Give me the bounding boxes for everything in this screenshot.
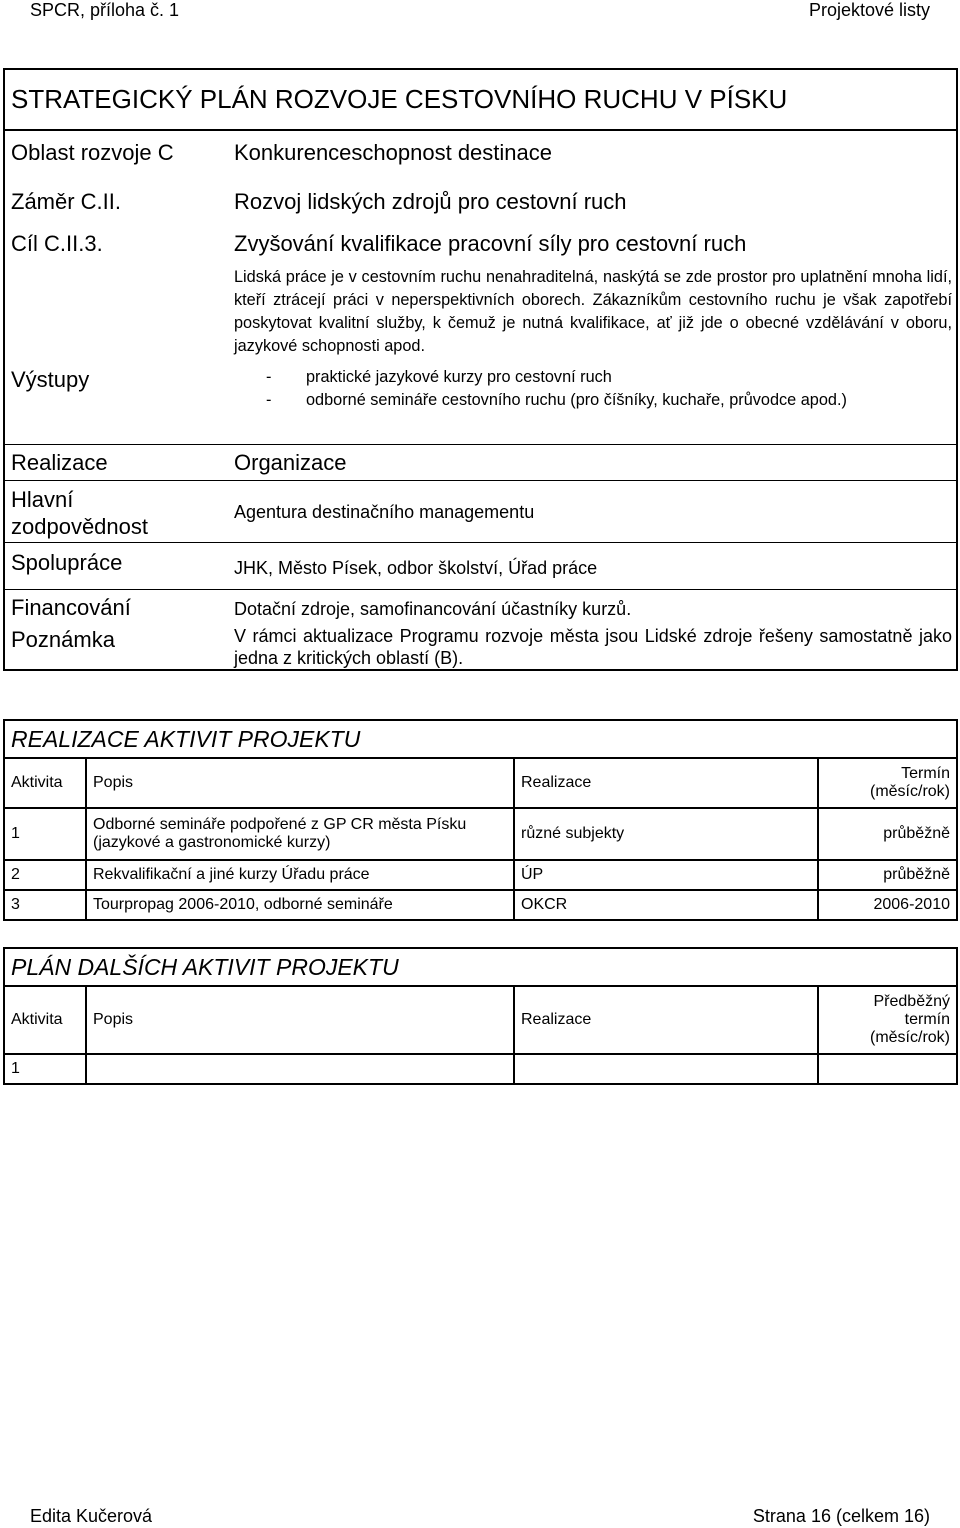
row-num: 3 bbox=[4, 890, 86, 920]
col-realizace: Realizace bbox=[514, 986, 818, 1054]
page-header bbox=[0, 0, 960, 24]
spoluprace-value: JHK, Město Písek, odbor školství, Úřad práce bbox=[234, 558, 598, 578]
cil-value: Zvyšování kvalifikace pracovní síly pro cestovní ruch bbox=[234, 231, 747, 256]
vystupy-label: Výstupy bbox=[11, 367, 90, 392]
spoluprace-label: Spolupráce bbox=[11, 550, 123, 575]
header-right: Projektové listy bbox=[808, 0, 930, 20]
row-popis: Odborné semináře podpořené z GP CR města Písku (jazykové a gastronomické kurzy) bbox=[86, 808, 514, 860]
realizace-table bbox=[3, 719, 958, 921]
row-termin: průběžně bbox=[818, 808, 957, 860]
oblast-label: Oblast rozvoje C bbox=[11, 140, 174, 165]
row-realizace: OKCR bbox=[514, 890, 818, 920]
hlavni-label bbox=[11, 486, 148, 540]
plan-table bbox=[3, 947, 958, 1085]
poznamka-label: Poznámka bbox=[11, 627, 115, 652]
zamer-label: Záměr C.II. bbox=[11, 189, 122, 214]
footer-right: Strana 16 (celkem 16) bbox=[752, 1506, 930, 1526]
table-row bbox=[4, 808, 957, 860]
col-popis: Popis bbox=[86, 986, 514, 1054]
organizace-label: Organizace bbox=[234, 450, 347, 475]
col-termin bbox=[818, 758, 957, 808]
title-separator bbox=[5, 129, 956, 131]
vystupy-item: - praktické jazykové kurzy pro cestovní ruch bbox=[234, 366, 952, 389]
col-termin-line1: Termín bbox=[901, 765, 950, 782]
row-divider bbox=[5, 542, 956, 543]
row-realizace: různé subjekty bbox=[514, 808, 818, 860]
row-termin: průběžně bbox=[818, 860, 957, 890]
cil-label: Cíl C.II.3. bbox=[11, 231, 103, 256]
financovani-label: Financování bbox=[11, 595, 131, 620]
strategic-plan-box bbox=[3, 68, 958, 671]
hlavni-value: Agentura destinačního managementu bbox=[234, 502, 535, 522]
row-num: 2 bbox=[4, 860, 86, 890]
plan-caption: PLÁN DALŠÍCH AKTIVIT PROJEKTU bbox=[4, 948, 957, 986]
table-row bbox=[4, 890, 957, 920]
vystupy-list bbox=[234, 366, 952, 412]
col-realizace: Realizace bbox=[514, 758, 818, 808]
table-row bbox=[4, 860, 957, 890]
cil-description: Lidská práce je v cestovním ruchu nenahraditelná, naskýtá se zde prostor pro uplatnění mnoha lidí, kteří ztrácejí práci v neperspektivních oborech. Zákazníkům cestovního ruchu je však zapotřebí poskytovat kvalitní služby, k čemuž je nutná kvalifikace, ať již jde o obecné vzdělávání v oboru, jazykové schopnosti apod. bbox=[234, 268, 952, 355]
row-realizace: ÚP bbox=[514, 860, 818, 890]
hlavni-label-line1: Hlavní bbox=[11, 487, 74, 512]
realizace-label: Realizace bbox=[11, 450, 108, 475]
row-popis: Tourpropag 2006-2010, odborné semináře bbox=[86, 890, 514, 920]
row-num: 1 bbox=[4, 1054, 86, 1084]
col-aktivita: Aktivita bbox=[4, 986, 86, 1054]
footer-left: Edita Kučerová bbox=[30, 1506, 153, 1526]
row-termin: 2006-2010 bbox=[818, 890, 957, 920]
row-divider bbox=[5, 480, 956, 481]
financovani-value: Dotační zdroje, samofinancování účastníky kurzů. bbox=[234, 599, 632, 619]
col-aktivita: Aktivita bbox=[4, 758, 86, 808]
zamer-value: Rozvoj lidských zdrojů pro cestovní ruch bbox=[234, 189, 627, 214]
col-termin-line2: termín bbox=[904, 1011, 950, 1028]
row-num: 1 bbox=[4, 808, 86, 860]
row-divider bbox=[5, 589, 956, 590]
hlavni-label-line2: zodpovědnost bbox=[11, 514, 148, 539]
col-termin bbox=[818, 986, 957, 1054]
row-realizace bbox=[514, 1054, 818, 1084]
poznamka-value: V rámci aktualizace Programu rozvoje města jsou Lidské zdroje řešeny samostatně jako jedna z kritických oblastí (B). bbox=[234, 626, 952, 668]
row-popis bbox=[86, 1054, 514, 1084]
table-row bbox=[4, 1054, 957, 1084]
row-popis: Rekvalifikační a jiné kurzy Úřadu práce bbox=[86, 860, 514, 890]
row-termin bbox=[818, 1054, 957, 1084]
col-termin-line1: Předběžný bbox=[873, 993, 950, 1010]
plan-title: STRATEGICKÝ PLÁN ROZVOJE CESTOVNÍHO RUCHU V PÍSKU bbox=[11, 84, 788, 114]
col-termin-line2: (měsíc/rok) bbox=[870, 783, 950, 800]
col-popis: Popis bbox=[86, 758, 514, 808]
row-divider bbox=[5, 444, 956, 445]
realizace-caption: REALIZACE AKTIVIT PROJEKTU bbox=[4, 720, 957, 758]
vystupy-item: - odborné semináře cestovního ruchu (pro číšníky, kuchaře, průvodce apod.) bbox=[234, 389, 952, 412]
header-left: SPCR, příloha č. 1 bbox=[30, 0, 180, 20]
oblast-value: Konkurenceschopnost destinace bbox=[234, 140, 552, 165]
col-termin-line3: (měsíc/rok) bbox=[870, 1029, 950, 1046]
